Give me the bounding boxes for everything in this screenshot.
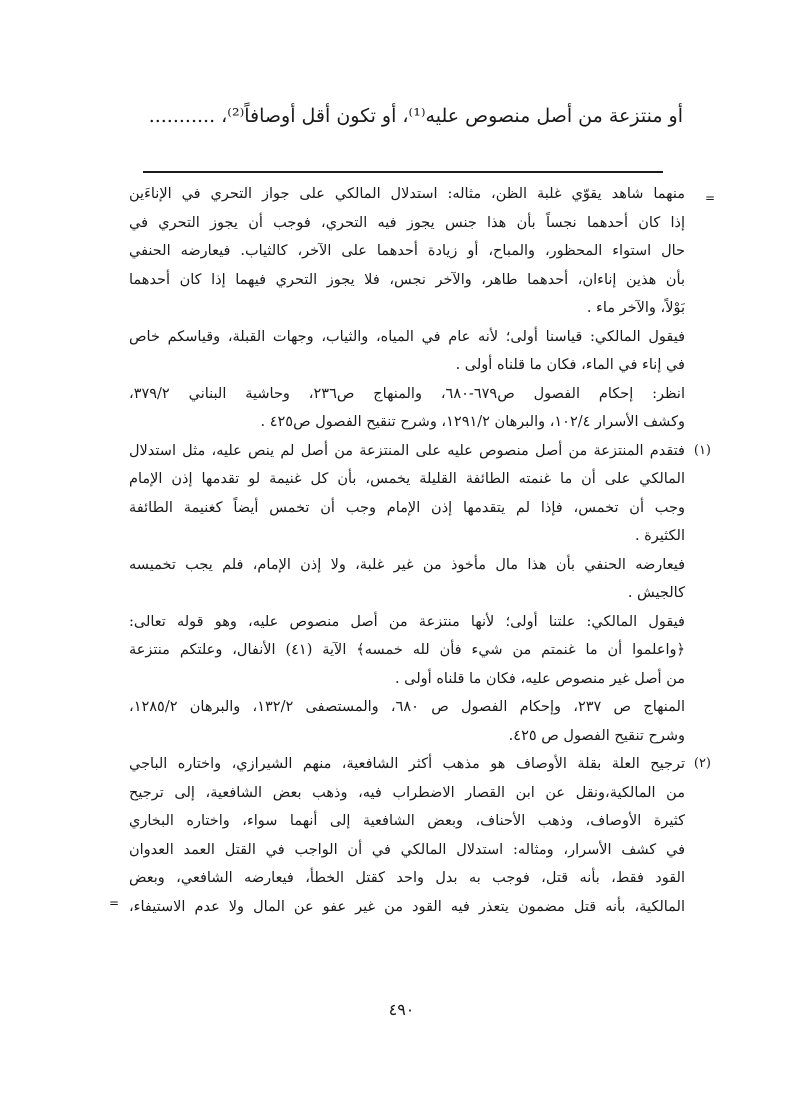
footnote-line: كالجيش . bbox=[627, 585, 685, 601]
footnotes-area bbox=[109, 180, 715, 921]
footnote-line: وجب أن تخمس، فإذا لم يتقدمها إذن الإمام وجب أن تخمس أيضاً كغنيمة الطائفة bbox=[129, 499, 685, 516]
footnote-line: ﴿واعلموا أن ما غنمتم من شيء فأن لله خمسه﴾ الآية (٤١) الأنفال، وعلتكم منتزعة bbox=[129, 642, 685, 658]
footnote-line: بَوْلاً، والآخر ماء . bbox=[586, 300, 685, 316]
footnote-line: فتقدم المنتزعة من أصل منصوص عليه على المنتزعة من أصل لم ينص عليه، مثل استدلال bbox=[129, 442, 685, 459]
footnote-line: في إناء في الماء، فكان ما قلناه أولى . bbox=[455, 357, 685, 373]
footnote-line: منهما شاهد يقوّي غلبة الظن، مثاله: استدلال المالكي على جواز التحري في الإناءَين bbox=[129, 186, 685, 202]
continuation-marker-end: = bbox=[109, 895, 120, 910]
footnote-line: بأن هذين إناءان، أحدهما طاهر، والآخر نجس، فلا يجوز التحري فيهما إذا كان أحدهما bbox=[129, 271, 685, 288]
footnote-line: فيقول المالكي: علتنا أولى؛ لأنها منتزعة من أصل منصوص عليه، وهو قوله تعالى: bbox=[129, 613, 685, 630]
footnote-line: المنهاج ص ٢٣٧، وإحكام الفصول ص ٦٨٠، والمستصفى ١٣٢/٢، والبرهان ١٢٨٥/٢، bbox=[129, 699, 685, 715]
footnote-line: في كشف الأسرار، ومثاله: استدلال المالكي في أن الواجب في القتل العمد العدوان bbox=[129, 841, 685, 858]
footnote-line: حال استواء المحظور، والمباح، أو زيادة أحدهما على الآخر، كالثياب. فيعارضه الحنفي bbox=[129, 243, 685, 259]
page-number: ٤٩٠ bbox=[388, 1000, 415, 1019]
footnote-line: من المالكية،ونقل عن ابن القصار الاضطراب فيه، وذهب بعض الشافعية، إلى ترجيح bbox=[129, 784, 685, 801]
footnote-line: إذا كان أحدهما نجساً بأن هذا جنس يجوز فيه التحري، فوجب أن يجوز التحري في bbox=[129, 214, 685, 231]
footnote-line: وكشف الأسرار ١٠٢/٤، والبرهان ١٢٩١/٢، وشرح تنقيح الفصول ص٤٢٥ . bbox=[260, 414, 685, 430]
footnote-1 bbox=[129, 437, 711, 751]
footnote-line: المالكية، بأنه قتل مضمون يتعذر فيه القود من غير عفو عن المال ولا عدم الاستيفاء، bbox=[129, 898, 685, 915]
footnote-line: الكثيرة . bbox=[634, 528, 685, 544]
footnote-line: فيعارضه الحنفي بأن هذا مال مأخوذ من غير غلبة، ولا إذن الإمام، فلم يجب تخميسه bbox=[129, 556, 685, 573]
footnote-line: انظر: إحكام الفصول ص٦٧٩-٦٨٠، والمنهاج ص٢٣٦، وحاشية البناني ٣٧٩/٢، bbox=[129, 385, 685, 402]
footnote-line: القود فقط، بأنه قتل، فوجب به بدل واحد كقتل الخطأ، فيعارضه الشافعي، وبعض bbox=[129, 870, 685, 886]
footnote-marker: (٢) bbox=[693, 756, 711, 771]
footnote-2 bbox=[109, 750, 711, 921]
main-text-line: أو منتزعة من أصل منصوص عليه⁽¹⁾، أو تكون أقل أوصافاً⁽²⁾، ........... bbox=[148, 105, 683, 127]
continuation-marker: = bbox=[704, 191, 715, 205]
footnote-continued bbox=[129, 180, 715, 437]
footnote-line: كثيرة الأوصاف، وذهب الأحناف، وبعض الشافعية إلى أنهما سواء، واختاره البخاري bbox=[129, 813, 685, 829]
footnote-line: من أصل غير منصوص عليه، فكان ما قلناه أولى . bbox=[394, 670, 685, 687]
footnote-line: فيقول المالكي: قياسنا أولى؛ لأنه عام في المياه، والثياب، وجهات القبلة، وقياسكم خاص bbox=[129, 328, 685, 345]
footnote-marker: (١) bbox=[693, 442, 711, 458]
footnote-line: ترجيح العلة بقلة الأوصاف هو مذهب أكثر الشافعية، منهم الشيرازي، واختاره الباجي bbox=[129, 756, 685, 772]
footnote-line: وشرح تنقيح الفصول ص ٤٢٥. bbox=[508, 727, 685, 744]
footnote-separator bbox=[143, 171, 663, 173]
footnote-line: المالكي على أن ما غنمته الطائفة القليلة يخمس، بأن كل غنيمة لو تقدمها إذن الإمام bbox=[129, 471, 685, 487]
